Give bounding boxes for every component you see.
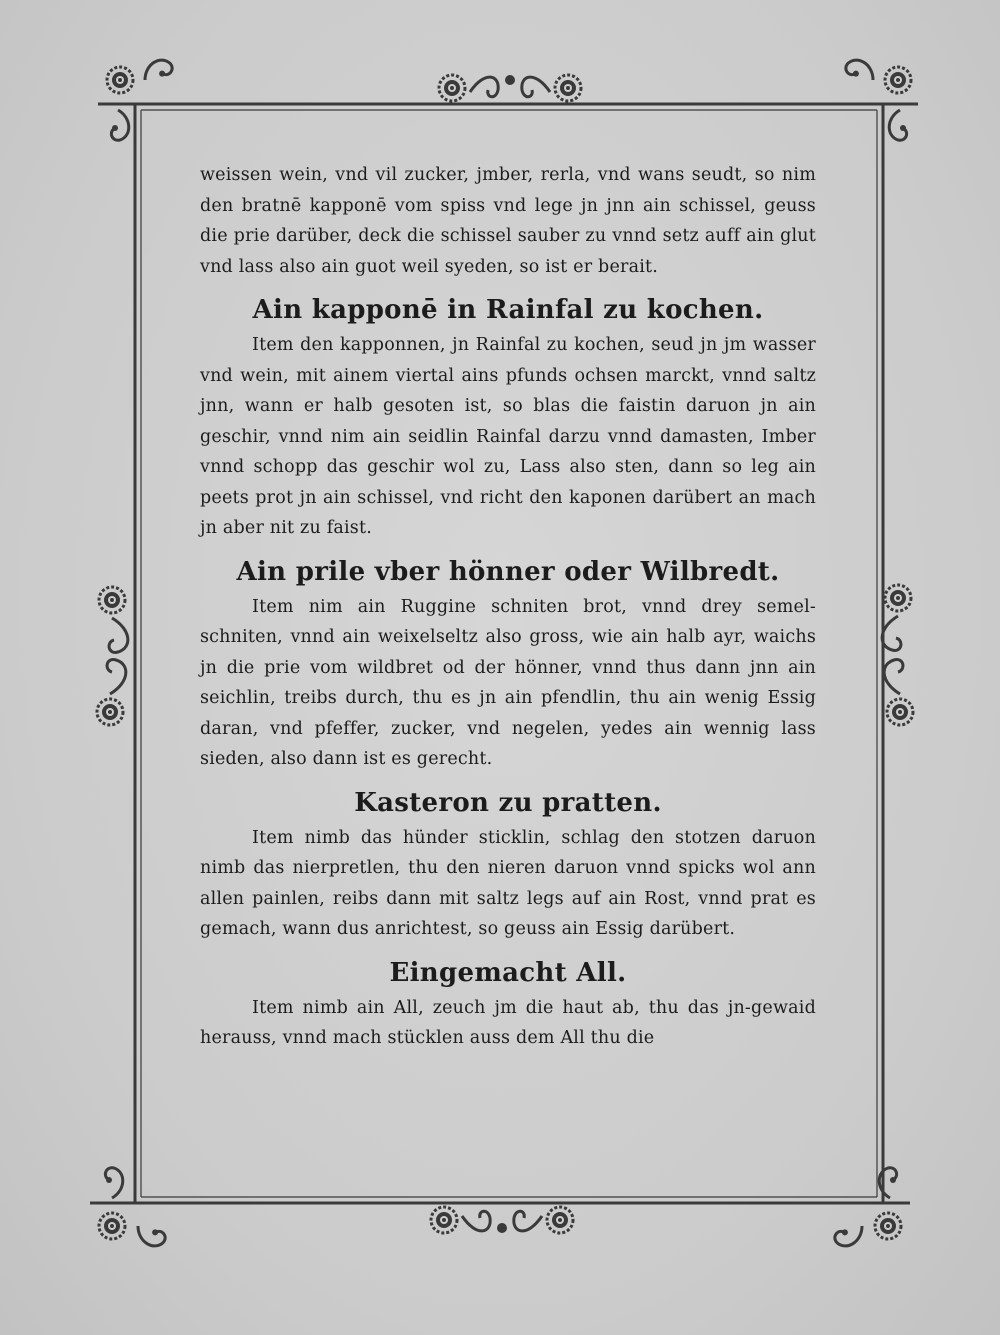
- recipe-heading-all: Eingemacht All.: [389, 957, 627, 988]
- paragraph-kasteron: Item nimb das hünder sticklin, schlag den stotzen daruon nimb das nierpretlen, thu den nieren daruon vnnd spicks wol ann allen painlen, reibs dann mit saltz legs auf ain Rost, vnnd prat es gemach, wann dus anrichtest, so geuss ain Essig darübert.: [200, 827, 816, 939]
- paragraph-all: Item nimb ain All, zeuch jm die haut ab, thu das jn-gewaid herauss, vnnd mach stücklen auss dem All thu die: [200, 997, 816, 1048]
- paragraph-prile: Item nim ain Ruggine schniten brot, vnnd drey semel-schniten, vnnd ain weixelseltz also gross, wie ain halb ayr, waichs jn die prie vom wildbret od der hönner, vnnd thus dann jnn ain seichlin, treibs durch, thu es jn ain pfendlin, thu ain wenig Essig daran, vnd pfeffer, zucker, vnd negelen, yedes ain wennig lass sieden, also dann ist es gerecht.: [200, 596, 816, 769]
- flower-corner-ornament-icon: [832, 1168, 901, 1251]
- flower-center-ornament-icon: [431, 1207, 573, 1233]
- flower-side-ornament-icon: [882, 585, 913, 725]
- recipe-heading-kappone: Ain kapponē in Rainfal zu kochen.: [252, 295, 764, 325]
- flower-side-ornament-icon: [97, 587, 128, 725]
- recipe-text-block: [200, 160, 816, 1140]
- flower-center-ornament-icon: [439, 75, 581, 101]
- paragraph-kappone: Item den kapponnen, jn Rainfal zu kochen, seud jn jm wasser vnd wein, mit ainem viertal ains pfunds ochsen marckt, vnnd saltz jnn, wann er halb gesoten ist, so blas die faistin daruon jn ain geschir, vnnd nim ain seidlin Rainfal darzu vnnd damasten, Imber vnnd schopp das geschir wol zu, Lass also sten, dann so leg ain peets prot jn ain schissel, vnd richt den kaponen darübert an mach jn aber nit zu faist.: [200, 335, 816, 538]
- recipe-heading-kasteron: Kasteron zu pratten.: [354, 787, 662, 818]
- flower-corner-ornament-icon: [99, 1168, 168, 1251]
- paragraph-continuation: weissen wein, vnd vil zucker, jmber, rerla, vnd wans seudt, so nim den bratnē kapponē vom spiss vnd lege jn jnn ain schissel, geuss die prie darüber, deck die schissel sauber zu vnnd setz auff ain glut vnd lass also ain guot weil syeden, so ist er berait.: [200, 165, 816, 277]
- recipe-heading-prile: Ain prile vber hönner oder Wilbredt.: [236, 556, 780, 587]
